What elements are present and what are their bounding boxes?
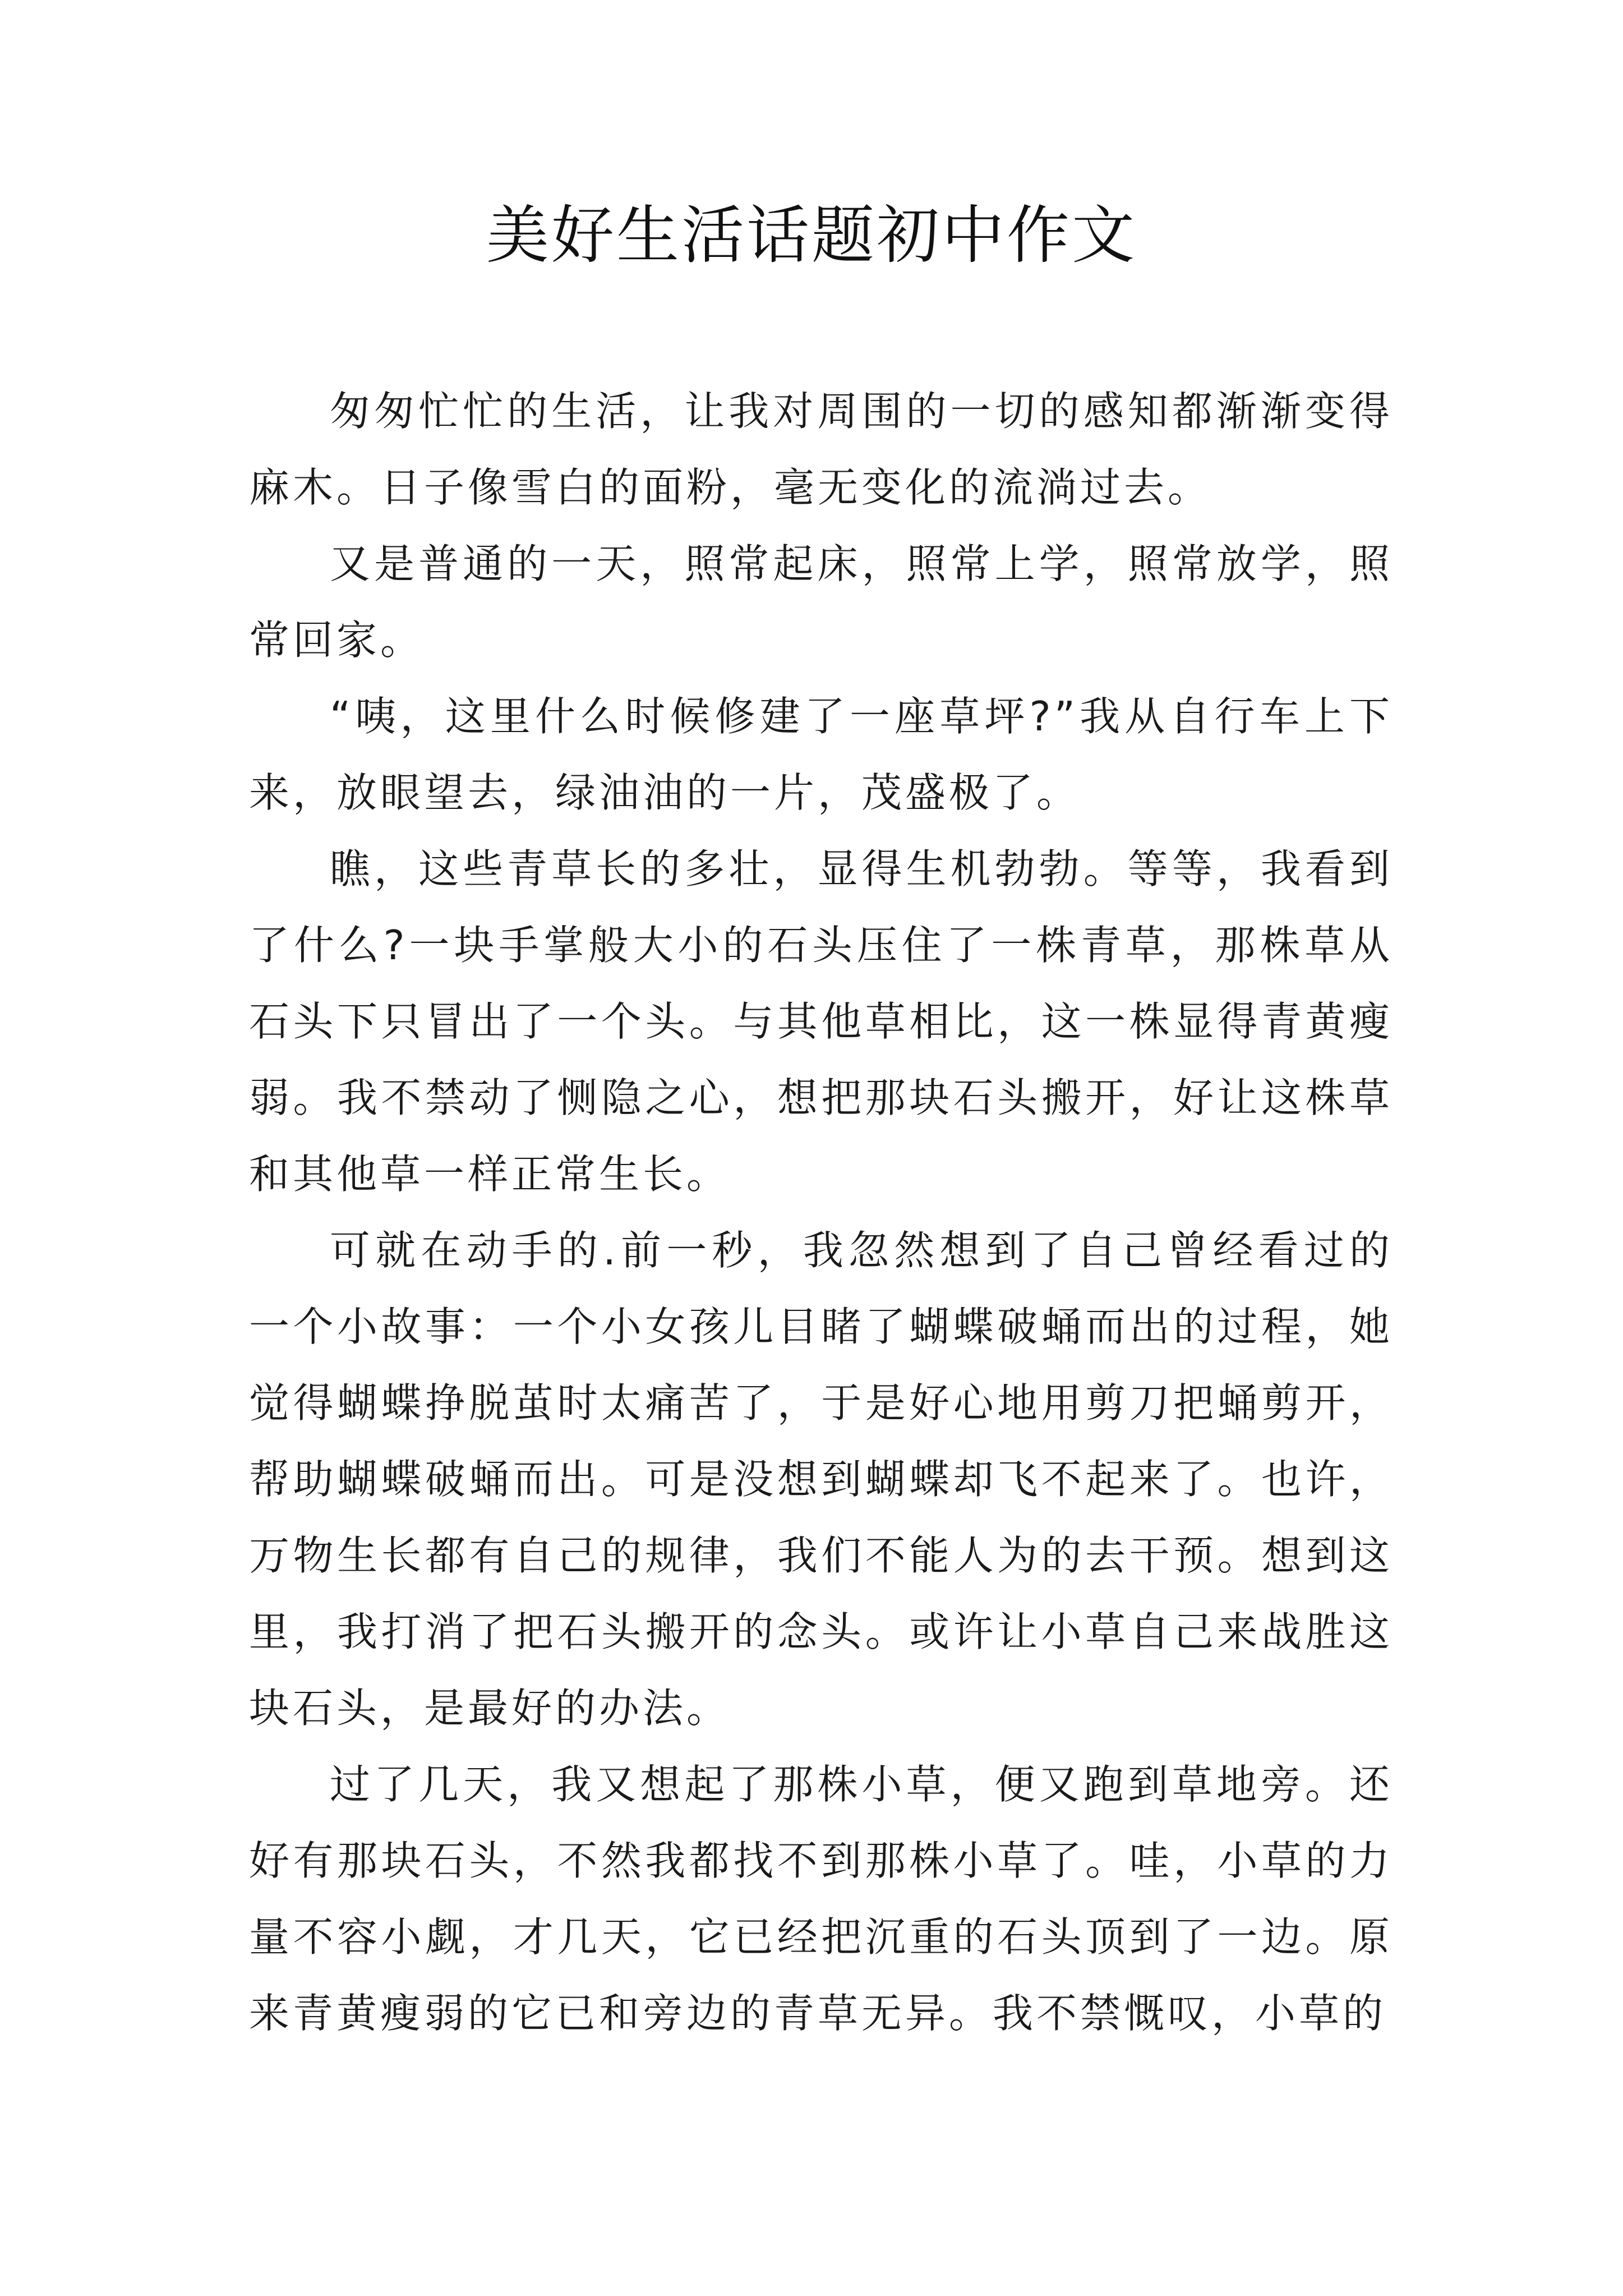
paragraph: 可就在动手的.前一秒，我忽然想到了自己曾经看过的一个小故事：一个小女孩儿目睹了蝴蝶破蛹而出的过程，她觉得蝴蝶挣脱茧时太痛苦了，于是好心地用剪刀把蛹剪开，帮助蝴蝶破蛹而出。可是没想到蝴蝶却飞不起来了。也许，万物生长都有自己的规律，我们不能人为的去干预。想到这里，我打消了把石头搬开的念头。或许让小草自己来战胜这块石头，是最好的办法。	[249, 1227, 1393, 1732]
paragraph: 匆匆忙忙的生活，让我对周围的一切的感知都渐渐变得麻木。日子像雪白的面粉，毫无变化的流淌过去。	[249, 388, 1393, 511]
paragraph: 瞧，这些青草长的多壮，显得生机勃勃。等等，我看到了什么?一块手掌般大小的石头压住了一株青草，那株草从石头下只冒出了一个头。与其他草相比，这一株显得青黄瘦弱。我不禁动了恻隐之心，想把那块石头搬开，好让这株草和其他草一样正常生长。	[249, 845, 1393, 1198]
document-body	[249, 373, 1393, 2051]
document-title: 美好生活话题初中作文	[486, 199, 1137, 272]
paragraph: “咦，这里什么时候修建了一座草坪?”我从自行车上下来，放眼望去，绿油油的一片，茂盛极了。	[249, 693, 1393, 816]
paragraph: 过了几天，我又想起了那株小草，便又跑到草地旁。还好有那块石头，不然我都找不到那株小草了。哇，小草的力量不容小觑，才几天，它已经把沉重的石头顶到了一边。原来青黄瘦弱的它已和旁边的青草无异。我不禁慨叹，小草的	[249, 1761, 1393, 2037]
paragraph: 又是普通的一天，照常起床，照常上学，照常放学，照常回家。	[249, 540, 1393, 664]
